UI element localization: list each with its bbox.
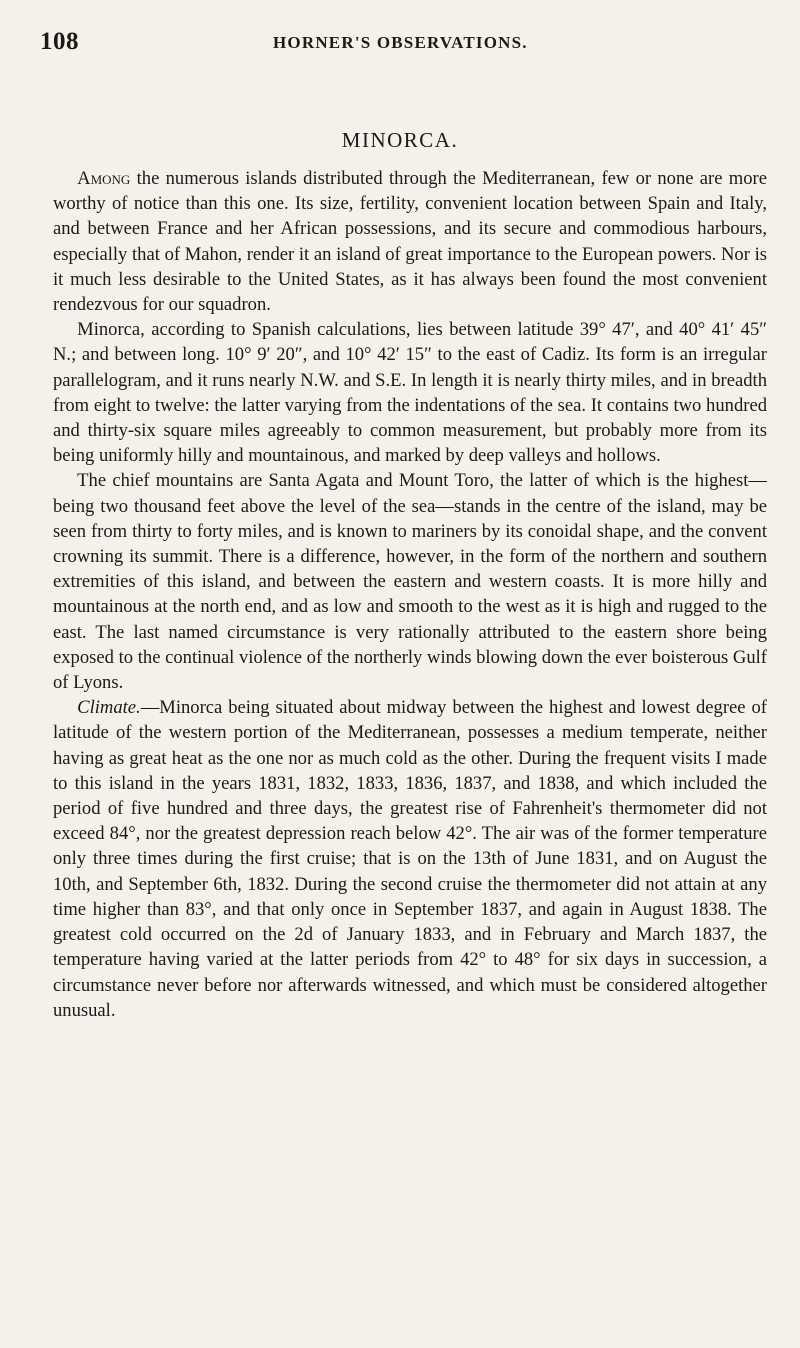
paragraph-climate xyxy=(53,695,767,1023)
page-number: 108 xyxy=(40,28,79,55)
paragraph-mountains xyxy=(53,468,767,695)
paragraph-text: Minorca, according to Spanish calculations, lies between latitude 39° 47′, and 40° 41′ 45″ N.; and between long. 10° 9′ 20″, and 10° 42′ 15″ to the east of Cadiz. Its form is an irregular parallelogram, and it runs nearly N.W. and S.E. In length it is nearly thirty miles, and in breadth from eight to twelve: the latter varying from the indentations of the sea. It contains two hundred and thirty-six square miles agreeably to common measurement, but probably more from its being uniformly hilly and mountainous, and marked by deep valleys and hollows. xyxy=(53,319,767,467)
paragraph-text: —Minorca being situated about midway between the highest and lowest degree of latitude of the western portion of the Mediterranean, possesses a medium temperate, neither having as great heat as the one nor as much cold as the other. During the frequent visits I made to this island in the years 1831, 1832, 1833, 1836, 1837, and 1838, and which included the period of five hundred and three days, the greatest rise of Fahrenheit's thermometer did not exceed 84°, nor the greatest depression reach below 42°. The air was of the former temperature only three times during the first cruise; that is on the 13th of June 1831, and on August the 10th, and September 6th, 1832. During the second cruise the thermometer did not attain at any time higher than 83°, and that only once in September 1837, and again in August 1838. The greatest cold occurred on the 2d of January 1833, and in February and March 1837, the temperature having varied at the latter periods from 42° to 48° for six days in succession, a circumstance never before nor afterwards witnessed, and which must be considered altogether unusual. xyxy=(53,697,767,1021)
running-title: HORNER'S OBSERVATIONS. xyxy=(273,33,528,52)
paragraph-lead-italic: Climate. xyxy=(77,697,141,719)
body-text xyxy=(53,166,767,1023)
section-title: MINORCA. xyxy=(341,128,459,152)
paragraph-intro xyxy=(53,166,767,317)
paragraph-location xyxy=(53,317,767,468)
paragraph-text: The chief mountains are Santa Agata and Mount Toro, the latter of which is the highest—being two thousand feet above the level of the sea—stands in the centre of the island, may be seen from thirty to forty miles, and is known to mariners by its conoidal shape, and the convent crowning its summit. There is a difference, however, in the form of the northern and southern extremities of this island, and between the eastern and western coasts. It is more hilly and mountainous at the north end, and as low and smooth to the west as it is high and rugged to the east. The last named circumstance is very rationally attributed to the eastern shore being exposed to the continual violence of the northerly winds blowing down the ever boisterous Gulf of Lyons. xyxy=(53,470,767,694)
paragraph-lead: Among xyxy=(77,168,131,189)
paragraph-text: the numerous islands distributed through the Mediterranean, few or none are more worthy of notice than this one. Its size, fertility, convenient location between Spain and Italy, and between France and her African possessions, and its secure and commodious harbours, especially that of Mahon, render it an island of great importance to the European powers. Nor is it much less desirable to the United States, as it has always been found the most convenient rendezvous for our squadron. xyxy=(53,168,767,316)
page-header xyxy=(40,28,760,58)
